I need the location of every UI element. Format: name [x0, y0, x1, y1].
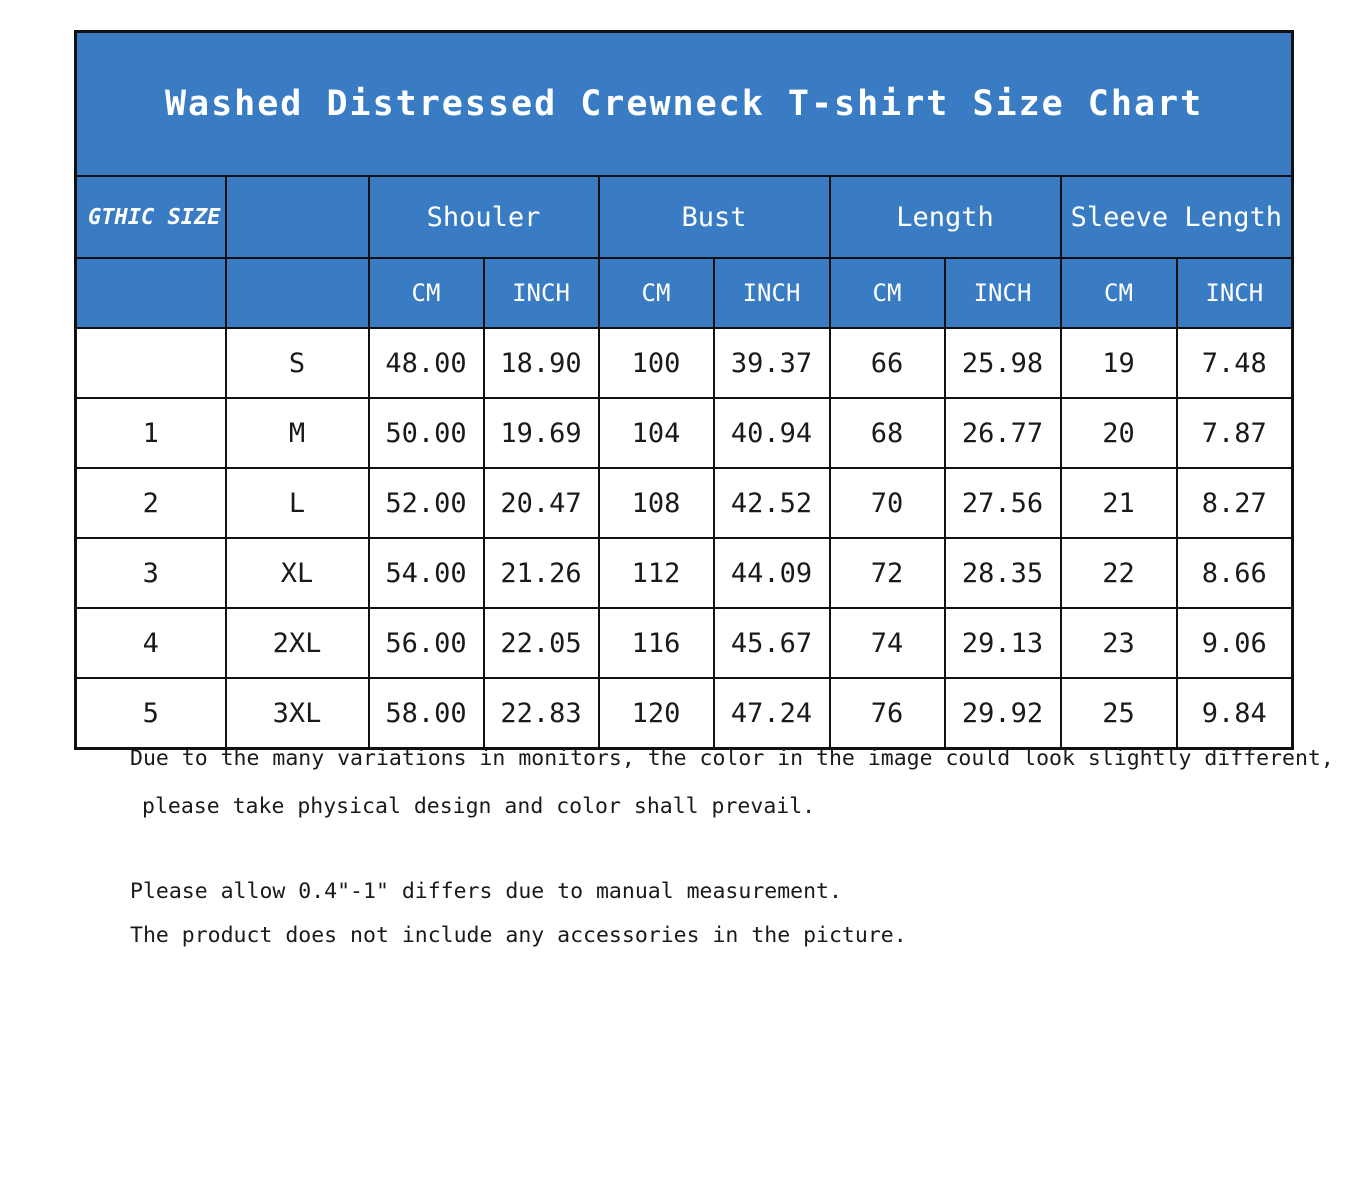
size-chart-container	[74, 30, 1286, 750]
row-bust-inch: 42.52	[714, 468, 830, 538]
row-bust-cm: 120	[599, 678, 714, 749]
row-sleeve-cm: 25	[1061, 678, 1177, 749]
size-column-header	[226, 176, 369, 258]
unit-header-sleeve-inch: INCH	[1177, 258, 1293, 328]
row-length-cm: 66	[830, 328, 945, 398]
row-sleeve-inch: 7.87	[1177, 398, 1293, 468]
size-chart-table	[74, 30, 1294, 750]
table-row	[76, 328, 1293, 398]
row-number: 4	[76, 608, 226, 678]
row-number: 2	[76, 468, 226, 538]
row-number: 3	[76, 538, 226, 608]
row-shoulder-cm: 50.00	[369, 398, 484, 468]
row-bust-cm: 100	[599, 328, 714, 398]
row-shoulder-cm: 58.00	[369, 678, 484, 749]
group-header-row	[76, 176, 1293, 258]
row-shoulder-inch: 20.47	[484, 468, 599, 538]
row-sleeve-inch: 7.48	[1177, 328, 1293, 398]
unit-header-length-inch: INCH	[945, 258, 1061, 328]
row-length-inch: 25.98	[945, 328, 1061, 398]
unit-header-sleeve-cm: CM	[1061, 258, 1177, 328]
table-row	[76, 398, 1293, 468]
row-sleeve-inch: 8.27	[1177, 468, 1293, 538]
disclaimer-notes	[130, 746, 1334, 972]
row-bust-cm: 104	[599, 398, 714, 468]
row-length-cm: 74	[830, 608, 945, 678]
row-shoulder-inch: 18.90	[484, 328, 599, 398]
row-sleeve-cm: 20	[1061, 398, 1177, 468]
row-sleeve-inch: 8.66	[1177, 538, 1293, 608]
note-monitor-variation-line1: Due to the many variations in monitors, the color in the image could look slightly different,	[130, 746, 1334, 771]
row-shoulder-cm: 48.00	[369, 328, 484, 398]
note-measurement-tolerance: Please allow 0.4"-1" differs due to manual measurement.	[130, 879, 842, 904]
row-sleeve-inch: 9.06	[1177, 608, 1293, 678]
row-shoulder-inch: 21.26	[484, 538, 599, 608]
row-shoulder-cm: 54.00	[369, 538, 484, 608]
table-row	[76, 468, 1293, 538]
page-title: Washed Distressed Crewneck T-shirt Size Chart	[76, 32, 1293, 177]
row-size: 3XL	[226, 678, 369, 749]
unit-header-length-cm: CM	[830, 258, 945, 328]
row-length-inch: 26.77	[945, 398, 1061, 468]
note-spacer	[130, 843, 1310, 881]
row-bust-cm: 112	[599, 538, 714, 608]
row-bust-inch: 39.37	[714, 328, 830, 398]
unit-header-blank-1	[76, 258, 226, 328]
row-shoulder-inch: 22.83	[484, 678, 599, 749]
table-row	[76, 678, 1293, 749]
unit-header-bust-cm: CM	[599, 258, 714, 328]
note-accessories-excluded: The product does not include any accessories in the picture.	[130, 922, 907, 948]
unit-header-shoulder-cm: CM	[369, 258, 484, 328]
row-bust-inch: 44.09	[714, 538, 830, 608]
row-size: S	[226, 328, 369, 398]
row-shoulder-inch: 22.05	[484, 608, 599, 678]
row-bust-cm: 116	[599, 608, 714, 678]
row-sleeve-cm: 21	[1061, 468, 1177, 538]
row-size: 2XL	[226, 608, 369, 678]
row-shoulder-cm: 56.00	[369, 608, 484, 678]
row-bust-inch: 40.94	[714, 398, 830, 468]
corner-label: GTHIC SIZE	[76, 176, 226, 258]
group-header-sleeve-length: Sleeve Length	[1061, 176, 1293, 258]
group-header-bust: Bust	[599, 176, 830, 258]
unit-header-shoulder-inch: INCH	[484, 258, 599, 328]
row-bust-inch: 47.24	[714, 678, 830, 749]
row-number: 1	[76, 398, 226, 468]
note-monitor-variation-line2: please take physical design and color shall prevail.	[142, 793, 816, 819]
row-length-cm: 72	[830, 538, 945, 608]
row-length-cm: 68	[830, 398, 945, 468]
row-bust-inch: 45.67	[714, 608, 830, 678]
group-header-shoulder: Shouler	[369, 176, 599, 258]
unit-header-row	[76, 258, 1293, 328]
row-length-inch: 28.35	[945, 538, 1061, 608]
row-number: 5	[76, 678, 226, 749]
row-sleeve-inch: 9.84	[1177, 678, 1293, 749]
row-sleeve-cm: 23	[1061, 608, 1177, 678]
row-bust-cm: 108	[599, 468, 714, 538]
row-size: L	[226, 468, 369, 538]
table-row	[76, 538, 1293, 608]
row-shoulder-cm: 52.00	[369, 468, 484, 538]
row-sleeve-cm: 19	[1061, 328, 1177, 398]
row-length-inch: 29.92	[945, 678, 1061, 749]
row-size: M	[226, 398, 369, 468]
title-row	[76, 32, 1293, 177]
row-sleeve-cm: 22	[1061, 538, 1177, 608]
row-size: XL	[226, 538, 369, 608]
unit-header-blank-2	[226, 258, 369, 328]
row-number	[76, 328, 226, 398]
table-row	[76, 608, 1293, 678]
unit-header-bust-inch: INCH	[714, 258, 830, 328]
row-shoulder-inch: 19.69	[484, 398, 599, 468]
row-length-inch: 27.56	[945, 468, 1061, 538]
row-length-cm: 70	[830, 468, 945, 538]
row-length-cm: 76	[830, 678, 945, 749]
row-length-inch: 29.13	[945, 608, 1061, 678]
group-header-length: Length	[830, 176, 1061, 258]
